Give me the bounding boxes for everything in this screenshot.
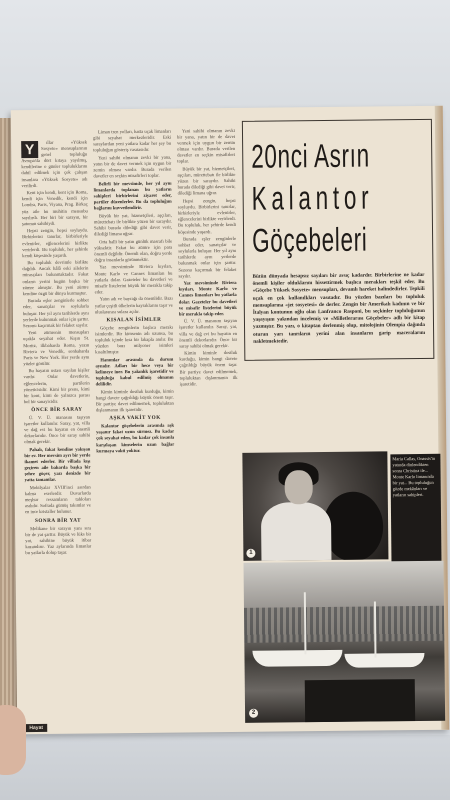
paragraph-bold: Kalantor göçebelerin arasında aşk yaşanır fakat uzun sürmez. Bu kadar çok seyahat eden, bu kadar çok insanla karşılaşan kimselerin uzun bağlar kurmaya vakti yoktur. [96,422,175,453]
paragraph: Göçebe zenginlerin başlıca merakı isimlerdir. Bir kimsenin adı uzunsa, bu topluluk içinde kısa bir lakapla anılır. Bu yüzden bazı milyoner isimleri kısaltılmıştır. [95,324,174,355]
photo-figure-face [285,470,313,504]
paragraph-bold: Belirli bir mevsimde, her yıl aynı limanlarda toplanan bu yatların sahipleri birbirlerini ziyaret eder, partiler düzenlerler. Bu da topluluğun bağlarını kuvvetlendirir. [93,180,172,211]
background-bottom [0,735,450,800]
paragraph: Burada eşler zenginlerle sohbet eder, sanatçılar ve soylularla buluşur. Her yıl aynı tarihlerde aynı yerlerde bulunmak onlar için şarttır. Sezonu kaçırmak bir felaket sayılır. [22,297,89,328]
photo-yacht [344,653,424,668]
paragraph: Ü. V. Ü. manasını taşıyan işaretler kullanılır. Saray, yat, villa ve dağ evi bu hayatın en önemli dekorlarıdır. Önce bir saray sahibi olmak gerekir. [24,414,91,445]
section-heading: AŞKA VAKİT YOK [109,414,161,422]
paragraph-bold: Yaz mevsiminde Riviera kıyıları, Monte Karlo ve Cannes limanları bu yatlarla dolar. Gazeteler bu davetleri ve misafir listelerini büyük bir merakla takip eder. [178,280,237,317]
photo-yacht [252,650,342,667]
magazine-logo: Hayat [25,724,47,732]
paragraph: Yaz mevsiminde Riviera kıyıları, Monte Karlo ve Cannes limanları bu yatlarla dolar. Gazeteler bu davetleri ve misafir listelerini büyük bir merakla takip eder. [94,264,173,295]
paragraph: Orta halli bir yatın günlük masrafı bile yüksektir. Fakat bu zümre için para önemli değildir. Önemli olan, doğru yerde doğru insanlarla görünmektir. [94,238,173,263]
text-column-2 [93,129,177,720]
section-heading: SONRA BİR YAT [34,517,82,524]
photo-mast [304,592,306,654]
paragraph: Yeni sahibi olmanın zevki bir yana, yatın bir de davet vermek için uygun bir zemin olması vardır. Burada verilen davetler en seçkin misafirleri toplar. [93,154,172,179]
paragraph: Hepsi zengin, hepsi soyluydu. Birbirlerini tanırlar, birbirleriyle evlenirler, eğlencelerini birlikte verirlerdi. Bu topluluk, her şehirde kendi köşesinde yaşardı. [22,227,89,258]
photo-shadow-figure [323,491,384,560]
photo-figure-body [261,502,332,561]
paragraph: Burada eşler zenginlerle sohbet eder, sanatçılar ve soylularla buluşur. Her yıl aynı tarihlerde aynı yerlerde bulunmak onlar için şarttır. Sezonu kaçırmak bir felaket sayılır. [178,236,237,279]
paragraph: Liman tren yolları, hatta uçak limanları gibi seyahat merkezleridir. Eski saraylardan yeni yatlara kadar her şey bu topluluğun gösteriş vasıtasıdır. [93,128,172,153]
photo-harbor [243,561,445,723]
paragraph: Yatın adı ve bayrağı da önemlidir. Bazı yatlar çeşitli ülkelerin bayraklarını taşır ve uluslararası sulara açılır. [94,296,173,315]
paragraph: ıllar «Yüksek Sosyete» mensuplarının genel topluluğu Avrupa'da dört kıtaya yayılmış, kendilerine o günler topluluklarını dahil edilmek için çok çalışan insanlara «Yüksek Sosyete» adı verilirdi. [21,139,88,188]
paragraph: Melikane bir sarayın yanı sıra bir de yat şarttır. Büyük ve lüks bir yat, sahibine büyük itibar kazandırır. Yaz aylarında limanlar bu yatlarla dolup taşar. [25,525,92,556]
text-column-3 [177,128,241,719]
thumb [0,705,26,775]
paragraph: Bu hayatın ustası sayılan kişiler vardır. Onlar davetlerin, eğlencelerin, partilerin yöneticisidir. Kimi bir prens, kimi bir kont, kimi de yalnızca parası bol bir sanayicidir. [23,367,90,405]
headline-line: Kalantor [251,178,374,217]
paragraph: Kimin kiminle dostluk kurduğu, kimin hangi davete çağrıldığı büyük önem taşır. Bir partiye davet edilmemek, topluluktan dışlanmanın ilk işaretidir. [95,388,174,413]
photo-callas [242,451,388,561]
paragraph: Büyük bir yat, hizmetçileri, aşçıları, mürettebatı ile birlikte yüzen bir saraydır. Sahibi burada dilediği gibi davet verir, dilediği limana uğrar. [93,212,173,237]
section-heading: ÖNCE BİR SARAY [31,406,83,414]
photo-deck-figures [305,679,415,722]
paragraph: Yeni sahibi olmanın zevki bir yana, yatın bir de davet vermek için uygun bir zemin olması vardır. Burada verilen davetler en seçkin misafirleri toplar. [177,127,236,165]
headline-line: Göçebeleri [251,220,368,259]
photo-number-badge: 2 [249,709,258,718]
paragraph: Hepsi zengin, hepsi soyluydu. Birbirlerini tanırlar, birbirleriyle evlenirler, eğlencelerini birlikte verirlerdi. Bu topluluk, her şehirde kendi köşesinde yaşardı. [177,197,236,235]
photo-number-badge: 1 [246,549,255,558]
headline-box [242,119,435,361]
paragraph: Kimin kiminle dostluk kurduğu, kimin hangi davete çağrıldığı büyük önem taşır. Bir partiye davet edilmemek, topluluktan dışlanmanın ilk işaretidir. [179,350,238,387]
text-column-1 [21,139,93,720]
photo-caption: Maria Callas, Onassis'in yatında dinlendikten sonra Christina ile... Monte Karlo limanında bir yat... Bu topluluğun gözde mekânları ve yatların sahipleri. [390,454,441,563]
paragraph: Ü. V. Ü. manasını taşıyan işaretler kullanılır. Saray, yat, villa ve dağ evi bu hayatın en önemli dekorlarıdır. Önce bir saray sahibi olmak gerekir. [179,318,238,349]
paragraph-bold: Pahalı, fakat kendine yakışan bir ev. Her mevsim ayrı bir yerde ikamet ederler. Bir villada kışı geçiren aile baharda başka bir şehre göçer, yazı denizde bir yatta tamamlar. [24,446,91,483]
paragraph: Kent için kendi, kent için Roma, kendi için Venedik, kendi için Londra, Paris, Viyana, Prag. Birkaç yüz aile bu muhitin mensubu sayılırdı. Her biri bir sarayın, bir şatonun sahibiydi. [21,189,88,226]
paragraph-bold: Hanımlar arasında da durum aynıdır. Adları bir hece veya bir kelimeye iner. Bu yakınlık işaretidir ve topluluğa kabul edilmiş olmanın delilidir. [95,356,174,387]
drop-cap: Y [21,141,38,158]
headline-line: 20nci Asrın [251,136,370,175]
paragraph: Mobilyalar XVIII'inci asırdan kalma eserlerdir. Duvarlarda meşhur ressamların tabloları asılıdır. Sofrada gümüş takımlar ve en ince kristaller bulunur. [24,484,91,515]
headline [251,134,426,262]
magazine-page [11,106,450,734]
section-heading: KISALAN İSİMLER [106,316,162,324]
paragraph: Büyük bir yat, hizmetçileri, aşçıları, mürettebatı ile birlikte yüzen bir saraydır. Sahibi burada dilediği gibi davet verir, dilediği limana uğrar. [177,165,236,196]
photo-town-hill [244,606,444,643]
paragraph: Yeni zümrenin mensupları uçakla seyahat eder. Kışın St. Moritz, ilkbaharda Roma, yazın Riviera ve Venedik, sonbaharda Paris ve New York. Her yerde aynı yüzler görülür. [23,329,90,366]
intro-paragraph: Bütün dünyada hesapsız sayıları bir avuç kadardır. Birbirlerine ne kadar önemli kişiler olduklarını hissettirmek başlıca merakları teşkil eder. Bu «Göçebe Yüksek Sosyete» mensupları, devamlı hareket halindedirler. Tepkili uçak en çok kullanılkları vasıtadır. Bu yüzden bazıları bu topluluk mensuplarına «jet sosyetesi» de derler. Zengin bir Amerikalı kadının ve bir İtalyan kontunun oğlu olan Lanfranco Rasponi, bu seçkinler topluluğunun yaşayışını yakından incelemiş ve «Milletlerarası Göçebeler» adlı bir kitap yazmıştır. Bu yazı, o kitaptan derlenmiş olup, mitolojinin Olempia dağında oturan yarı tanrıların yerini alan insanların garip maceralarını nakletmektedir. [252,271,426,345]
paragraph: Bu topluluk devrimle birlikte dağıldı. Ancak hâlâ eski ailelerin mirasçıları bulunmaktadır. Fakat onların yerini bugün başka bir zümre almıştır. Bu yeni zümre kendine özgü bir dünya kurmuştur. [22,259,89,296]
